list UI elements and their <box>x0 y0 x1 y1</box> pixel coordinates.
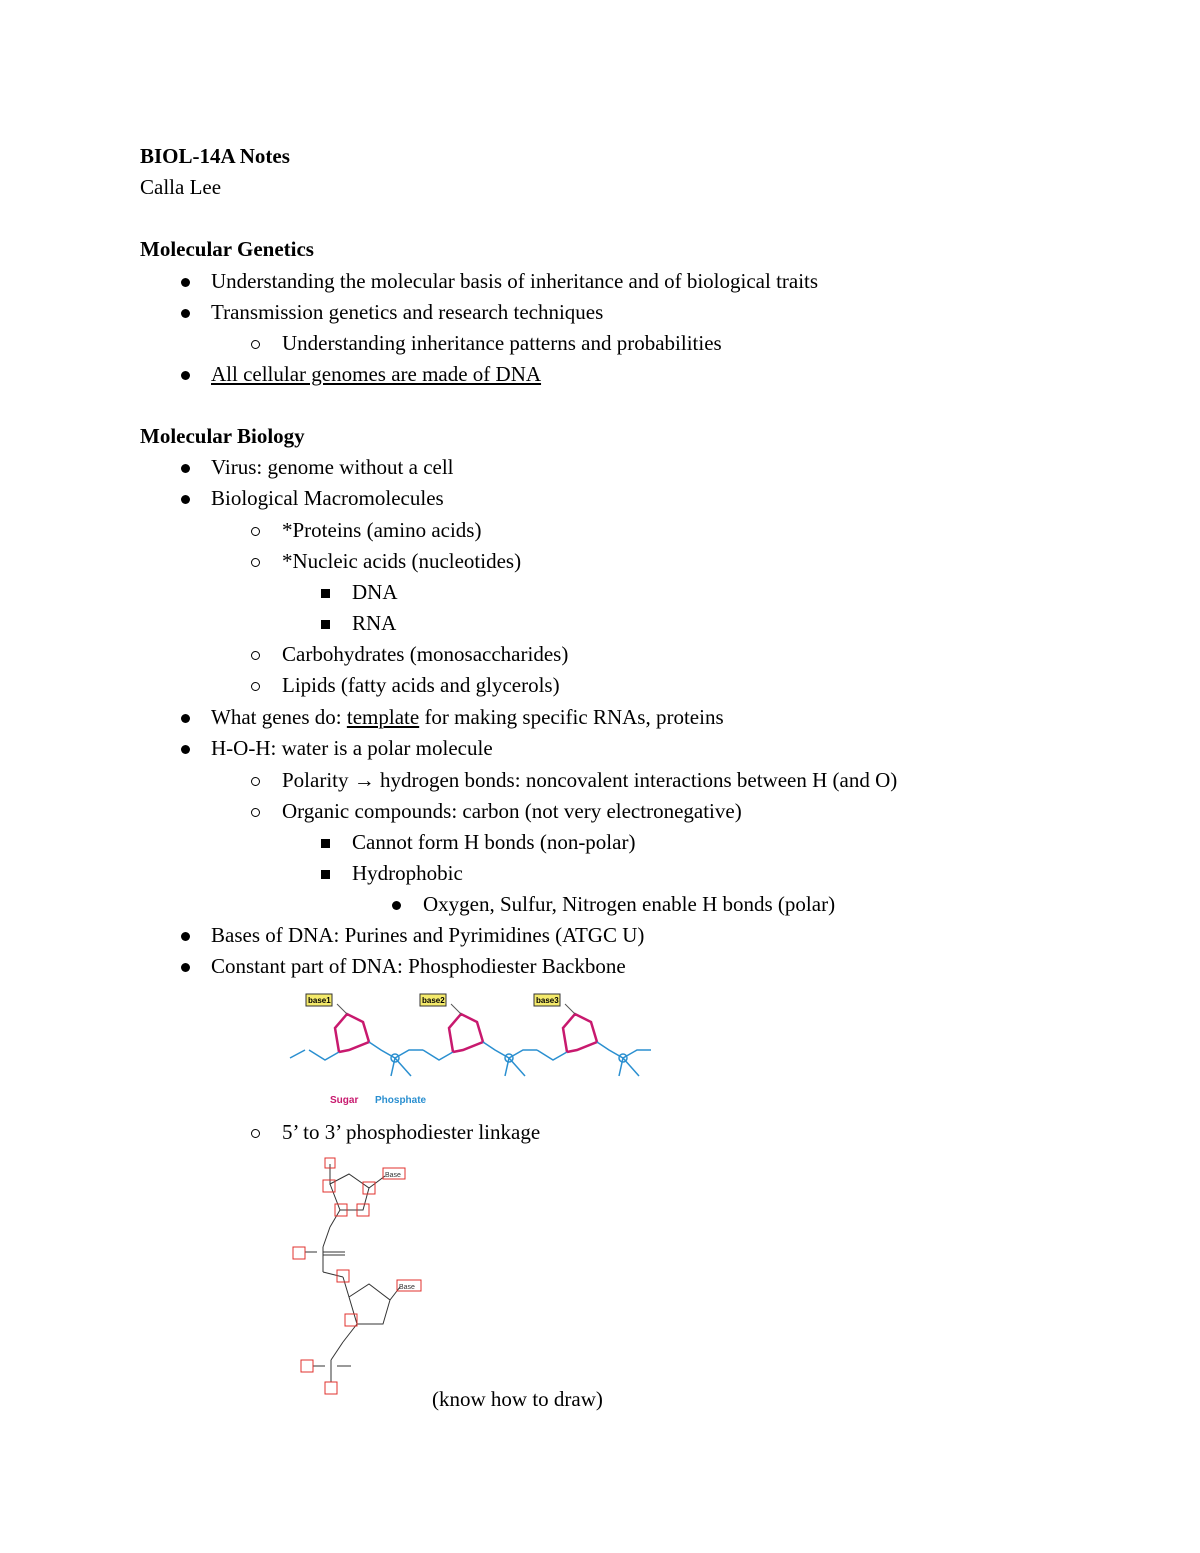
list-item: Carbohydrates (monosaccharides) <box>282 642 569 666</box>
base-label-top: Base <box>385 1172 401 1179</box>
bullet-square <box>312 860 338 885</box>
list-item: Biological Macromolecules <box>211 486 444 510</box>
base-bond <box>451 1004 461 1014</box>
list-item: Lipids (fatty acids and glycerols) <box>282 673 560 697</box>
bullet-circle <box>242 517 268 542</box>
bullet-disc <box>172 361 198 386</box>
list-item <box>211 704 724 730</box>
bullet-disc <box>172 485 198 510</box>
bullet-disc <box>172 922 198 947</box>
bullet-circle <box>242 548 268 573</box>
genes-text-post: for making specific RNAs, proteins <box>419 705 724 729</box>
bullet-circle <box>242 330 268 355</box>
backbone-bond <box>537 1050 567 1060</box>
list-item: Oxygen, Sulfur, Nitrogen enable H bonds (polar) <box>423 892 836 916</box>
base-bond <box>565 1004 575 1014</box>
bullet-square <box>312 829 338 854</box>
bullet-circle <box>242 767 268 792</box>
sugar-ring <box>563 1014 597 1052</box>
bullet-disc <box>172 704 198 729</box>
base-label: base1 <box>308 996 331 1005</box>
list-item: 5’ to 3’ phosphodiester linkage <box>282 1120 541 1144</box>
bullet-square <box>312 610 338 635</box>
list-item: Polarity → hydrogen bonds: noncovalent interactions between H (and O) <box>282 768 898 792</box>
list-item: Bases of DNA: Purines and Pyrimidines (ATGC U) <box>211 923 645 947</box>
phosphate-bond <box>597 1042 651 1058</box>
base-bond <box>337 1004 347 1014</box>
list-item: Understanding the molecular basis of inheritance and of biological traits <box>211 269 819 293</box>
list-item: All cellular genomes are made of DNA <box>211 362 542 386</box>
list-item: Virus: genome without a cell <box>211 455 454 479</box>
sugar-ring <box>335 1014 369 1052</box>
phosphate-bond <box>483 1042 537 1058</box>
bullet-square <box>312 579 338 604</box>
bullet-disc <box>172 454 198 479</box>
bullet-circle <box>242 1119 268 1144</box>
sugar-label: Sugar <box>330 1095 359 1106</box>
base-label: base2 <box>422 996 445 1005</box>
list-item: Transmission genetics and research techniques <box>211 300 604 324</box>
list-item: DNA <box>352 580 398 604</box>
phosphate-label: Phosphate <box>375 1095 427 1106</box>
base-label: base3 <box>536 996 559 1005</box>
base-label-bottom: Base <box>399 1284 415 1291</box>
linkage-diagram <box>285 1152 435 1402</box>
list-item: Cannot form H bonds (non-polar) <box>352 830 636 854</box>
backbone-bond <box>290 1050 305 1058</box>
list-item: H-O-H: water is a polar molecule <box>211 736 493 760</box>
sugar-ring <box>449 1014 483 1052</box>
bullet-disc <box>172 735 198 760</box>
doc-title: BIOL-14A Notes <box>140 144 290 168</box>
bullet-disc <box>172 299 198 324</box>
list-item: Hydrophobic <box>352 861 463 885</box>
phosphate-bond <box>369 1042 423 1058</box>
bullet-disc <box>383 891 409 916</box>
bullet-circle <box>242 798 268 823</box>
list-item: Constant part of DNA: Phosphodiester Backbone <box>211 954 626 978</box>
bullet-disc <box>172 953 198 978</box>
list-item: Organic compounds: carbon (not very electronegative) <box>282 799 742 823</box>
section-heading-genetics: Molecular Genetics <box>140 237 314 261</box>
backbone-bond <box>423 1050 453 1060</box>
backbone-bond <box>309 1050 339 1060</box>
genes-text-pre: What genes do: <box>211 705 347 729</box>
bullet-disc <box>172 268 198 293</box>
draw-note: (know how to draw) <box>432 1387 603 1411</box>
template-underlined: template <box>346 705 420 729</box>
list-item: *Nucleic acids (nucleotides) <box>282 549 522 573</box>
section-heading-biology: Molecular Biology <box>140 424 305 448</box>
list-item: RNA <box>352 611 397 635</box>
phosphodiester-backbone-diagram <box>285 990 675 1110</box>
bullet-circle <box>242 672 268 697</box>
list-item: *Proteins (amino acids) <box>282 518 482 542</box>
bullet-circle <box>242 641 268 666</box>
list-item: Understanding inheritance patterns and probabilities <box>282 331 722 355</box>
doc-author: Calla Lee <box>140 175 222 199</box>
